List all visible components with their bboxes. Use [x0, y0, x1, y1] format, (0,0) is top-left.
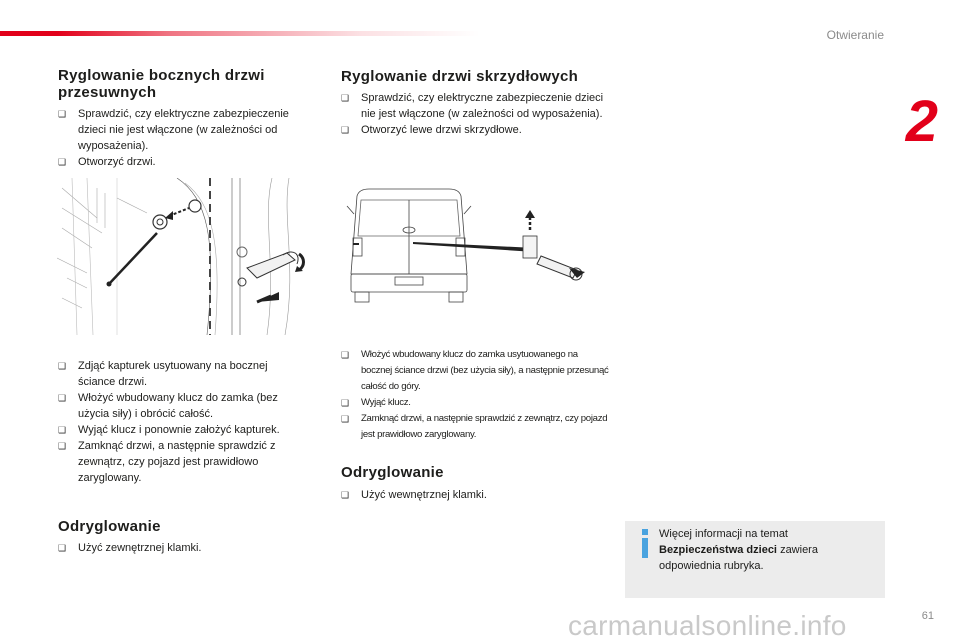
info-text-intro: Więcej informacji na temat — [659, 528, 788, 540]
list-item — [58, 422, 303, 438]
list-item-text: Zamknąć drzwi, a następnie sprawdzić z zewnątrz, czy pojazd jest prawidłowo zaryglowany. — [78, 440, 276, 484]
list-item — [58, 106, 298, 154]
bullet-icon: ❑ — [58, 361, 67, 371]
bullet-icon: ❑ — [341, 398, 349, 408]
list-item-text: Otworzyć drzwi. — [78, 156, 156, 168]
info-text-end: zawiera odpowiednia rubryka. — [659, 544, 818, 572]
rear-door-steps-top — [341, 90, 611, 138]
bullet-icon: ❑ — [58, 425, 67, 435]
list-item-text: Użyć wewnętrznej klamki. — [361, 489, 487, 501]
sliding-door-steps-top — [58, 106, 298, 170]
list-item-text: Użyć zewnętrznej klamki. — [78, 542, 202, 554]
bullet-icon: ❑ — [58, 543, 67, 553]
list-item — [341, 122, 611, 138]
list-item-text: Zamknąć drzwi, a następnie sprawdzić z zewnątrz, czy pojazd jest prawidłowo zaryglowany. — [361, 413, 608, 440]
sliding-door-lock-heading: Ryglowanie bocznych drzwi przesuwnych — [58, 67, 265, 101]
bullet-icon: ❑ — [341, 414, 349, 424]
rear-unlock-heading: Odryglowanie — [341, 464, 444, 481]
list-item-text: Sprawdzić, czy elektryczne zabezpieczenie dzieci nie jest włączone (w zależności od wyposażenia). — [78, 108, 289, 152]
list-item — [58, 358, 303, 390]
list-item-text: Włożyć wbudowany klucz do zamka (bez użycia siły) i obrócić całość. — [78, 392, 278, 420]
bullet-icon: ❑ — [341, 93, 350, 103]
list-item-text: Wyjąć klucz. — [361, 397, 411, 408]
sliding-unlock-steps — [58, 540, 298, 556]
list-item-text: Otworzyć lewe drzwi skrzydłowe. — [361, 124, 522, 136]
sliding-door-lock-illustration — [57, 178, 313, 335]
bullet-icon: ❑ — [341, 350, 349, 360]
section-title: Otwieranie — [826, 28, 884, 42]
bullet-icon: ❑ — [58, 441, 67, 451]
bullet-icon: ❑ — [341, 125, 350, 135]
bullet-icon: ❑ — [341, 490, 350, 500]
bullet-icon: ❑ — [58, 157, 67, 167]
sliding-unlock-heading: Odryglowanie — [58, 518, 161, 535]
info-box — [625, 521, 885, 598]
page-number: 61 — [921, 610, 934, 622]
list-item-text: Włożyć wbudowany klucz do zamka usytuowanego na bocznej ściance drzwi (bez użycia siły), a następnie przesunąć całość do góry. — [361, 349, 609, 392]
list-item-text: Sprawdzić, czy elektryczne zabezpieczenie dzieci nie jest włączone (w zależności od wyposażenia). — [361, 92, 604, 120]
list-item — [341, 90, 611, 122]
bullet-icon: ❑ — [58, 109, 67, 119]
chapter-number: 2 — [905, 89, 938, 154]
info-text-bold: Bezpieczeństwa dzieci — [659, 544, 777, 556]
list-item — [341, 395, 611, 411]
info-text — [659, 526, 874, 574]
bullet-icon: ❑ — [58, 393, 67, 403]
list-item — [58, 438, 303, 486]
list-item — [58, 540, 298, 556]
info-icon — [639, 529, 651, 559]
sliding-door-steps-bottom — [58, 358, 303, 486]
rear-door-steps-bottom — [341, 347, 611, 443]
list-item — [341, 411, 611, 443]
list-item — [341, 347, 611, 395]
list-item-text: Zdjąć kapturek usytuowany na bocznej ściance drzwi. — [78, 360, 268, 388]
list-item — [58, 154, 298, 170]
header-red-bar — [0, 31, 480, 36]
list-item — [341, 487, 611, 503]
list-item — [58, 390, 303, 422]
watermark: carmanualsonline.info — [568, 610, 847, 641]
rear-unlock-steps — [341, 487, 611, 503]
rear-door-lock-illustration — [345, 186, 590, 306]
list-item-text: Wyjąć klucz i ponownie założyć kapturek. — [78, 424, 280, 436]
rear-door-lock-heading: Ryglowanie drzwi skrzydłowych — [341, 68, 579, 85]
